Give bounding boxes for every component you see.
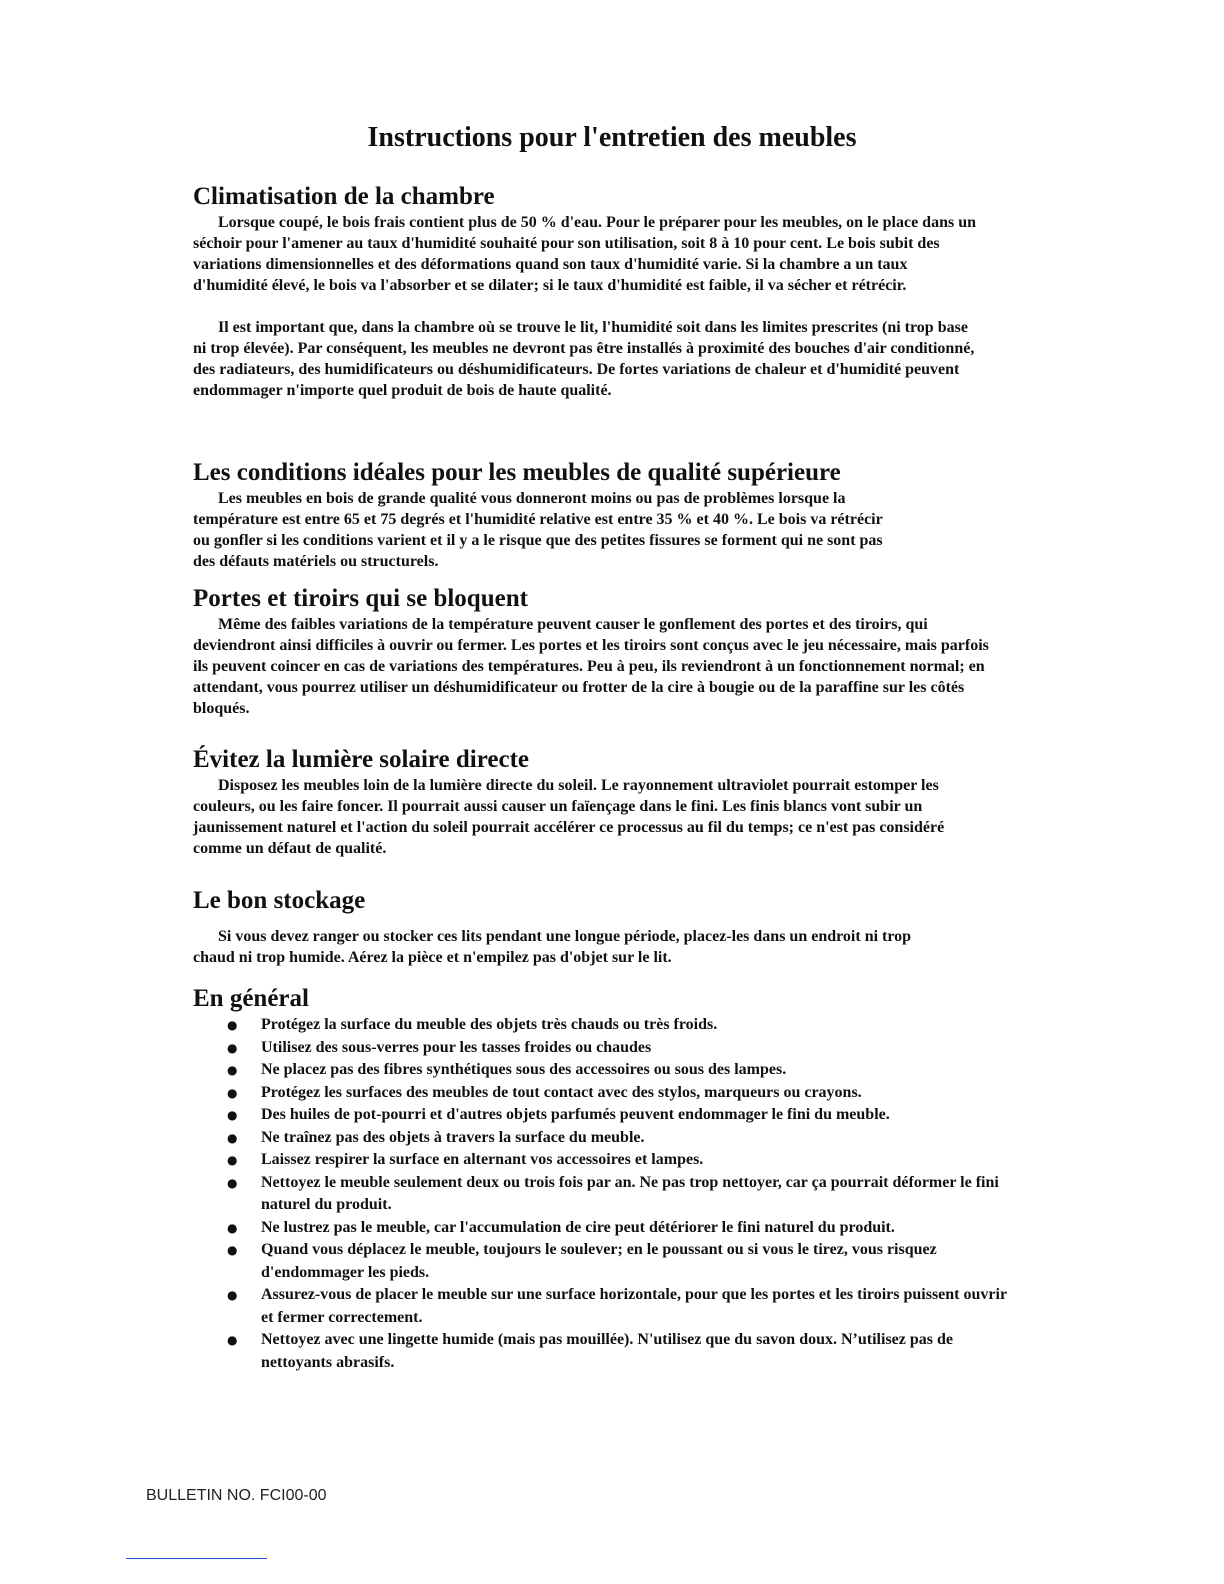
list-item: ● Ne lustrez pas le meuble, car l'accumulation de cire peut détériorer le fini naturel du produit. bbox=[227, 1217, 1023, 1240]
bullet-icon: ● bbox=[227, 1130, 238, 1145]
bulletin-number: BULLETIN NO. FCI00-00 bbox=[146, 1487, 327, 1504]
list-item: ● Des huiles de pot-pourri et d'autres objets parfumés peuvent endommager le fini du meuble. bbox=[227, 1104, 1023, 1127]
list-item: ● Assurez-vous de placer le meuble sur une surface horizontale, pour que les portes et les tiroirs puissent ouvrir et fermer correctement. bbox=[227, 1286, 1007, 1326]
bullet-icon: ● bbox=[227, 1108, 238, 1122]
general-bullet-list bbox=[193, 1014, 1023, 1374]
bullet-icon: ● bbox=[227, 1220, 238, 1235]
section-portes bbox=[193, 584, 998, 719]
paragraph-climatisation-2: Il est important que, dans la chambre où se trouve le lit, l'humidité soit dans les limites prescrites (ni trop base ni trop élevée). Par conséquent, les meubles ne devront pas être installés à proximité des bouches d'air conditionné, des radiateurs, des humidificateurs ou déshumidificateurs. De fortes variations de chaleur et d'humidité peuvent endommager n'importe quel produit de bois de haute qualité. bbox=[193, 319, 975, 399]
list-item: ● Utilisez des sous-verres pour les tasses froides ou chaudes bbox=[227, 1037, 1023, 1060]
bullet-icon: ● bbox=[227, 1175, 238, 1190]
section-stockage bbox=[193, 886, 913, 968]
section-heading-general: En général bbox=[193, 985, 309, 1012]
section-lumiere bbox=[193, 745, 983, 859]
list-item: ● Protégez la surface du meuble des objets très chauds ou très froids. bbox=[227, 1014, 1023, 1037]
section-heading-lumiere: Évitez la lumière solaire directe bbox=[193, 746, 530, 773]
section-heading-conditions: Les conditions idéales pour les meubles de qualité supérieure bbox=[193, 459, 841, 486]
list-item: ● Laissez respirer la surface en alternant vos accessoires et lampes. bbox=[227, 1149, 1023, 1172]
bullet-icon: ● bbox=[227, 1018, 238, 1032]
list-item: ● Nettoyez le meuble seulement deux ou trois fois par an. Ne pas trop nettoyer, car ça pourrait déformer le fini naturel du produit. bbox=[227, 1173, 999, 1213]
footer-divider bbox=[126, 1558, 267, 1559]
section-conditions bbox=[193, 458, 893, 572]
bullet-icon: ● bbox=[227, 1085, 238, 1100]
bullet-icon: ● bbox=[227, 1063, 238, 1077]
list-item: ● Protégez les surfaces des meubles de tout contact avec des stylos, marqueurs ou crayons. bbox=[227, 1082, 1023, 1105]
page-title: Instructions pour l'entretien des meubles bbox=[367, 122, 857, 153]
bullet-icon: ● bbox=[227, 1288, 238, 1302]
section-heading-portes: Portes et tiroirs qui se bloquent bbox=[193, 585, 528, 612]
bullet-icon: ● bbox=[227, 1243, 238, 1257]
section-heading-climatisation: Climatisation de la chambre bbox=[193, 183, 495, 210]
bullet-icon: ● bbox=[227, 1153, 238, 1167]
paragraph-lumiere: Disposez les meubles loin de la lumière directe du soleil. Le rayonnement ultraviolet pourrait estomper les couleurs, ou les faire foncer. Il pourrait aussi causer un faïençage dans le fini. Les finis blancs vont subir un jaunissement naturel et l'action du soleil pourrait accélérer ce processus au fil du temps; ce n'est pas considéré comme un défaut de qualité. bbox=[193, 777, 945, 857]
section-heading-stockage: Le bon stockage bbox=[193, 887, 366, 914]
section-general bbox=[193, 984, 1023, 1374]
list-item: ● Ne placez pas des fibres synthétiques sous des accessoires ou sous des lampes. bbox=[227, 1059, 1023, 1082]
paragraph-stockage: Si vous devez ranger ou stocker ces lits pendant une longue période, placez-les dans un endroit ni trop chaud ni trop humide. Aérez la pièce et n'empilez pas d'objet sur le lit. bbox=[193, 928, 912, 966]
section-climatisation bbox=[193, 182, 983, 401]
bullet-icon: ● bbox=[227, 1333, 238, 1347]
paragraph-conditions: Les meubles en bois de grande qualité vous donneront moins ou pas de problèmes lorsque la température est entre 65 et 75 degrés et l'humidité relative est entre 35 % et 40 %. Le bois va rétrécir ou gonfler si les conditions varient et il y a le risque que des petites fissures se forment qui ne sont pas des défauts matériels ou structurels. bbox=[193, 490, 883, 570]
list-item: ● Ne traînez pas des objets à travers la surface du meuble. bbox=[227, 1127, 1023, 1150]
bullet-icon: ● bbox=[227, 1040, 238, 1055]
list-item: ● Quand vous déplacez le meuble, toujours le soulever; en le poussant ou si vous le tirez, vous risquez d'endommager les pieds. bbox=[227, 1241, 937, 1281]
paragraph-climatisation-1: Lorsque coupé, le bois frais contient plus de 50 % d'eau. Pour le préparer pour les meubles, on le place dans un séchoir pour l'amener au taux d'humidité souhaité pour son utilisation, soit 8 à 10 pour cent. Le bois subit des variations dimensionnelles et des déformations quand son taux d'humidité varie. Si la chambre a un taux d'humidité élevé, le bois va l'absorber et se dilater; si le taux d'humidité est faible, il va sécher et rétrécir. bbox=[193, 214, 976, 294]
list-item: ● Nettoyez avec une lingette humide (mais pas mouillée). N'utilisez que du savon doux. N’utilisez pas de nettoyants abrasifs. bbox=[227, 1331, 953, 1371]
paragraph-portes: Même des faibles variations de la température peuvent causer le gonflement des portes et des tiroirs, qui deviendront ainsi difficiles à ouvrir ou fermer. Les portes et les tiroirs sont conçus avec le jeu nécessaire, mais parfois ils peuvent coincer en cas de variations des températures. Peu à peu, ils reviendront à un fonctionnement normal; en attendant, vous pourrez utiliser un déshumidificateur ou frotter de la cire à bougie ou de la paraffine sur les côtés bloqués. bbox=[193, 616, 989, 717]
